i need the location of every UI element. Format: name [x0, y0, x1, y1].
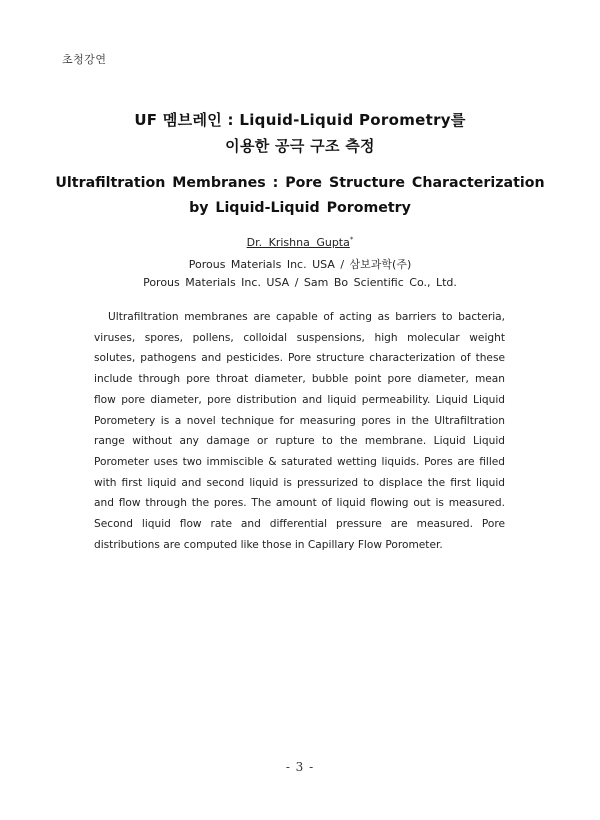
english-title-line-1: Ultrafiltration Membranes : Pore Structure Characterization — [55, 175, 545, 191]
session-label: 초청강연 — [62, 53, 107, 66]
affiliation-line-2: Porous Materials Inc. USA / Sam Bo Scientific Co., Ltd. — [143, 276, 457, 289]
korean-title-line-2: 이용한 공극 구조 측정 — [225, 137, 375, 155]
abstract-paragraph: Ultrafiltration membranes are capable of acting as barriers to bacteria, viruses, spores, pollens, colloidal suspensions, high molecular weight solutes, pathogens and pesticides. Pore structure characterization of these include through pore throat diameter, bubble point pore diameter, mean flow pore diameter, pore distribution and liquid permeability. Liquid Liquid Porometery is a novel technique for measuring pores in the Ultrafiltration range without any damage or rupture to the membrane. Liquid Liquid Porometer uses two immiscible & saturated wetting liquids. Pores are filled with first liquid and second liquid is pressurized to displace the first liquid and flow through the pores. The amount of liquid flowing out is measured. Second liquid flow rate and differential pressure are measured. Pore distributions are computed like those in Capillary Flow Porometer. — [94, 311, 505, 551]
page-number: - 3 - — [285, 760, 315, 774]
author-name: Dr. Krishna Gupta — [246, 236, 350, 249]
author-footnote-marker: * — [349, 235, 354, 244]
author-line — [0, 236, 600, 249]
affiliation-line-1: Porous Materials Inc. USA / 삼보과학(주) — [188, 258, 412, 271]
english-title-line-2: by Liquid-Liquid Porometry — [189, 200, 411, 216]
korean-title-line-1: UF 멤브레인 : Liquid-Liquid Porometry를 — [134, 111, 466, 129]
